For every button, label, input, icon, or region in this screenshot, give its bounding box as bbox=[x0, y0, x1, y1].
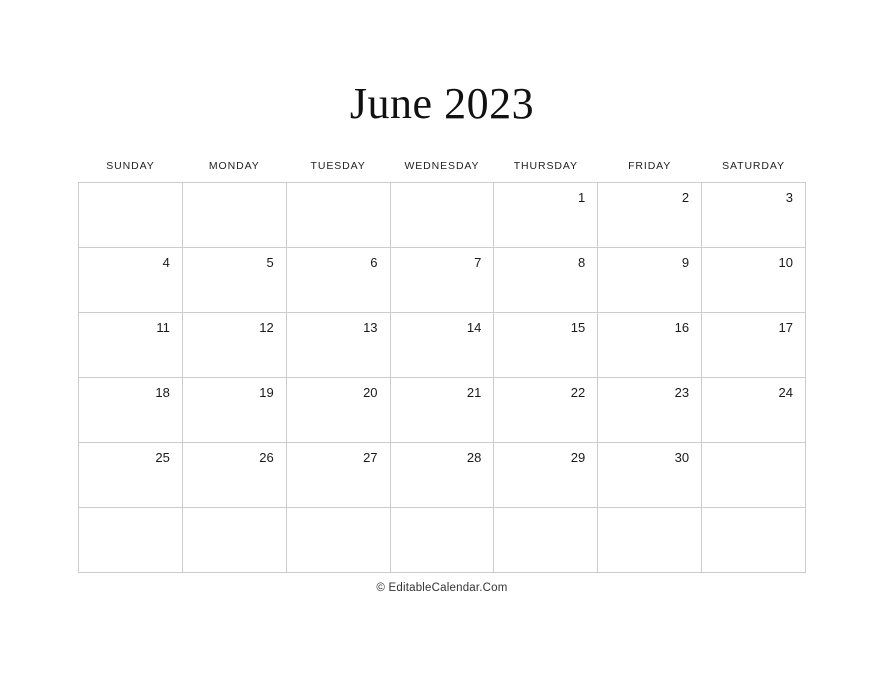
day-cell[interactable] bbox=[702, 443, 806, 508]
day-cell[interactable] bbox=[598, 248, 702, 313]
footer-credit: © EditableCalendar.Com bbox=[376, 582, 508, 595]
day-cell[interactable] bbox=[182, 378, 286, 443]
calendar-week-row bbox=[79, 378, 806, 443]
day-number bbox=[79, 183, 182, 205]
day-cell[interactable] bbox=[390, 443, 494, 508]
day-number: 5 bbox=[266, 255, 274, 271]
day-cell[interactable] bbox=[390, 248, 494, 313]
calendar-week-row bbox=[79, 183, 806, 248]
day-number: 26 bbox=[259, 450, 274, 466]
day-number bbox=[79, 508, 182, 530]
calendar-body bbox=[79, 183, 806, 573]
day-number bbox=[391, 183, 494, 205]
calendar-week-row bbox=[79, 443, 806, 508]
day-number bbox=[598, 508, 701, 530]
day-cell[interactable] bbox=[598, 443, 702, 508]
day-number bbox=[702, 508, 805, 530]
day-cell[interactable] bbox=[390, 378, 494, 443]
day-number: 24 bbox=[778, 385, 793, 401]
day-number: 6 bbox=[370, 255, 378, 271]
day-number bbox=[494, 508, 597, 530]
day-number: 7 bbox=[474, 255, 482, 271]
day-number: 17 bbox=[778, 320, 793, 336]
day-cell[interactable] bbox=[79, 378, 183, 443]
day-cell[interactable] bbox=[286, 313, 390, 378]
day-cell[interactable] bbox=[702, 248, 806, 313]
day-number: 25 bbox=[155, 450, 170, 466]
day-cell[interactable] bbox=[182, 313, 286, 378]
day-cell[interactable] bbox=[494, 313, 598, 378]
day-number: 13 bbox=[363, 320, 378, 336]
dayname-monday: MONDAY bbox=[208, 160, 260, 173]
day-cell[interactable] bbox=[79, 248, 183, 313]
day-number: 21 bbox=[466, 385, 482, 401]
day-number: 20 bbox=[363, 385, 378, 401]
page-title: June 2023 bbox=[349, 79, 535, 128]
day-number: 2 bbox=[681, 190, 690, 206]
day-cell[interactable] bbox=[79, 443, 183, 508]
dayname-sunday: SUNDAY bbox=[106, 160, 155, 173]
day-cell[interactable] bbox=[494, 443, 598, 508]
day-number: 4 bbox=[162, 255, 170, 271]
day-number: 1 bbox=[577, 190, 586, 206]
day-cell[interactable] bbox=[182, 248, 286, 313]
calendar-week-row bbox=[79, 508, 806, 573]
day-cell[interactable] bbox=[286, 508, 390, 573]
day-number: 14 bbox=[466, 320, 482, 336]
day-number bbox=[183, 508, 286, 530]
calendar-table bbox=[78, 150, 806, 573]
day-number: 23 bbox=[674, 385, 690, 401]
day-number: 15 bbox=[570, 320, 586, 336]
calendar-week-row bbox=[79, 313, 806, 378]
day-cell[interactable] bbox=[79, 183, 183, 248]
dayname-thursday: THURSDAY bbox=[513, 160, 578, 173]
day-number: 19 bbox=[259, 385, 274, 401]
dayname-tuesday: TUESDAY bbox=[310, 160, 366, 173]
day-number: 30 bbox=[674, 450, 690, 466]
calendar-week-row bbox=[79, 248, 806, 313]
day-cell[interactable] bbox=[702, 313, 806, 378]
day-cell[interactable] bbox=[390, 313, 494, 378]
day-cell[interactable] bbox=[598, 313, 702, 378]
day-number: 10 bbox=[778, 255, 793, 271]
day-cell[interactable] bbox=[494, 378, 598, 443]
day-number bbox=[287, 508, 390, 530]
day-cell[interactable] bbox=[598, 378, 702, 443]
day-cell[interactable] bbox=[390, 183, 494, 248]
day-cell[interactable] bbox=[390, 508, 494, 573]
day-number: 16 bbox=[674, 320, 690, 336]
day-number: 18 bbox=[155, 385, 170, 401]
day-number: 29 bbox=[570, 450, 586, 466]
day-cell[interactable] bbox=[702, 183, 806, 248]
day-cell[interactable] bbox=[494, 508, 598, 573]
day-cell[interactable] bbox=[79, 313, 183, 378]
day-cell[interactable] bbox=[182, 183, 286, 248]
day-cell[interactable] bbox=[182, 443, 286, 508]
dayname-saturday: SATURDAY bbox=[722, 160, 785, 173]
dayname-friday: FRIDAY bbox=[628, 160, 672, 173]
day-number: 12 bbox=[259, 320, 274, 336]
day-cell[interactable] bbox=[494, 248, 598, 313]
day-number bbox=[391, 508, 494, 530]
day-number: 8 bbox=[577, 255, 586, 271]
day-number bbox=[702, 443, 805, 465]
day-cell[interactable] bbox=[182, 508, 286, 573]
day-number: 22 bbox=[570, 385, 586, 401]
day-number bbox=[287, 183, 390, 205]
day-cell[interactable] bbox=[79, 508, 183, 573]
day-cell[interactable] bbox=[702, 378, 806, 443]
day-cell[interactable] bbox=[494, 183, 598, 248]
calendar-header-row bbox=[79, 150, 806, 183]
day-number: 27 bbox=[363, 450, 378, 466]
day-cell[interactable] bbox=[286, 378, 390, 443]
day-number: 11 bbox=[156, 320, 170, 336]
day-cell[interactable] bbox=[598, 508, 702, 573]
day-number bbox=[183, 183, 286, 205]
dayname-wednesday: WEDNESDAY bbox=[404, 160, 480, 173]
day-cell[interactable] bbox=[598, 183, 702, 248]
calendar-container bbox=[78, 80, 806, 594]
day-cell[interactable] bbox=[286, 183, 390, 248]
day-cell[interactable] bbox=[286, 248, 390, 313]
day-cell[interactable] bbox=[702, 508, 806, 573]
day-number: 9 bbox=[681, 255, 690, 271]
day-number: 28 bbox=[466, 450, 482, 466]
day-cell[interactable] bbox=[286, 443, 390, 508]
day-number: 3 bbox=[785, 190, 793, 206]
